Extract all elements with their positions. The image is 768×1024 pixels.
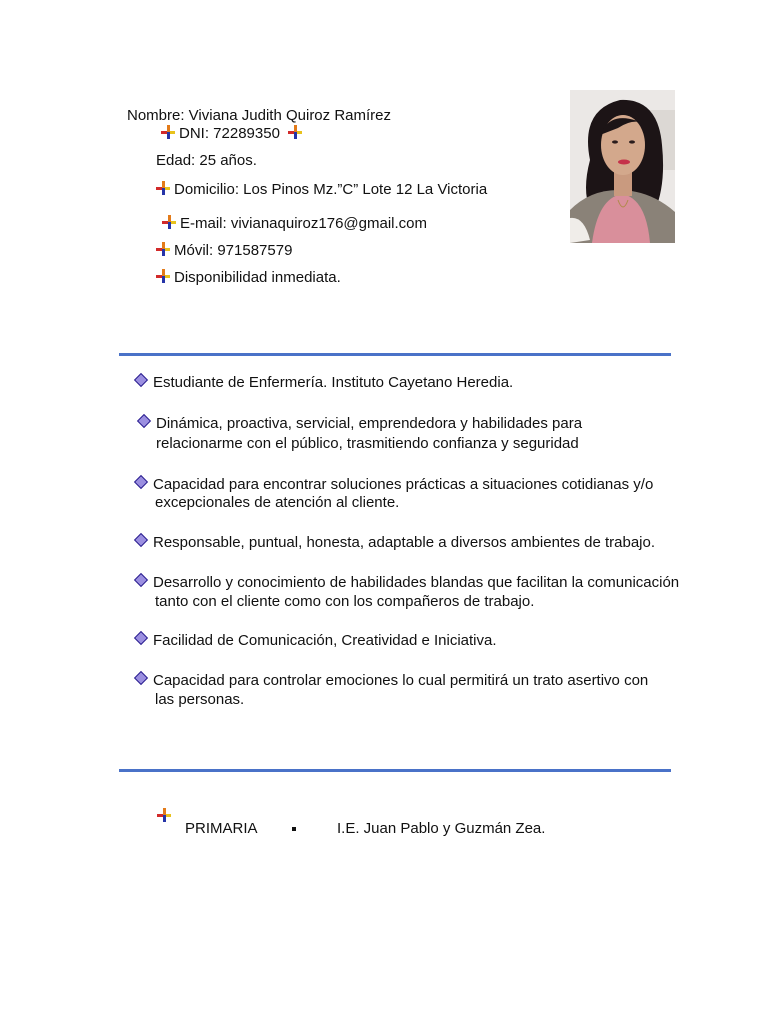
section-divider <box>119 769 671 772</box>
separator-dot-icon <box>292 827 296 831</box>
education-bullet <box>157 808 175 826</box>
profile-item <box>134 476 653 494</box>
diamond-bullet-icon <box>137 414 151 428</box>
education-level <box>185 820 258 838</box>
name-text: Nombre: Viviana Judith Quiroz Ramírez <box>127 107 391 124</box>
diamond-bullet-icon <box>134 533 148 547</box>
profile-photo <box>570 90 675 243</box>
profile-item-continuation <box>155 593 534 611</box>
cross-bullet-icon <box>161 125 175 139</box>
availability-text: Disponibilidad inmediata. <box>174 269 341 286</box>
cross-bullet-icon <box>156 269 170 283</box>
profile-item <box>134 672 648 690</box>
phone-text: Móvil: 971587579 <box>174 242 293 259</box>
profile-item <box>134 534 655 552</box>
education-school-text: I.E. Juan Pablo y Guzmán Zea. <box>337 820 546 837</box>
profile-item-text: Dinámica, proactiva, servicial, emprendedora y habilidades para <box>156 415 583 432</box>
email-line <box>162 215 427 233</box>
profile-item <box>134 574 679 592</box>
profile-item-text: Desarrollo y conocimiento de habilidades blandas que facilitan la comunicación <box>153 574 680 591</box>
profile-item-text: tanto con el cliente como con los compañeros de trabajo. <box>155 593 535 610</box>
diamond-bullet-icon <box>134 631 148 645</box>
address-text: Domicilio: Los Pinos Mz.”C” Lote 12 La Victoria <box>174 181 488 198</box>
diamond-bullet-icon <box>134 373 148 387</box>
profile-item-text: Capacidad para encontrar soluciones prácticas a situaciones cotidianas y/o <box>153 476 654 493</box>
address-line <box>156 181 487 199</box>
age-text: Edad: 25 años. <box>156 152 257 169</box>
phone-line <box>156 242 292 260</box>
diamond-bullet-icon <box>134 573 148 587</box>
profile-item-text: Capacidad para controlar emociones lo cual permitirá un trato asertivo con <box>153 672 649 689</box>
profile-item-continuation <box>155 494 399 512</box>
name-line <box>127 107 391 125</box>
profile-item-continuation <box>155 691 244 709</box>
diamond-bullet-icon <box>134 671 148 685</box>
education-school <box>337 820 545 838</box>
profile-item-text: Estudiante de Enfermería. Instituto Cayetano Heredia. <box>153 374 514 391</box>
diamond-bullet-icon <box>134 475 148 489</box>
cross-bullet-icon <box>157 808 171 822</box>
section-divider <box>119 353 671 356</box>
profile-item-text: las personas. <box>155 691 245 708</box>
email-text: E-mail: vivianaquiroz176@gmail.com <box>180 215 427 232</box>
age-line <box>156 152 257 170</box>
education-level-text: PRIMARIA <box>185 820 258 837</box>
cross-bullet-icon <box>288 125 302 139</box>
availability-line <box>156 269 341 287</box>
profile-item <box>137 415 657 433</box>
profile-item-text: Responsable, puntual, honesta, adaptable a diversos ambientes de trabajo. <box>153 534 656 551</box>
profile-item <box>134 374 513 392</box>
profile-item-text: excepcionales de atención al cliente. <box>155 494 400 511</box>
dni-line <box>161 125 306 143</box>
profile-item <box>134 632 497 650</box>
profile-item-text: Facilidad de Comunicación, Creatividad e Iniciativa. <box>153 632 497 649</box>
dni-text: DNI: 72289350 <box>179 125 280 142</box>
cross-bullet-icon <box>156 181 170 195</box>
profile-item-text: relacionarme con el público, trasmitiendo confianza y seguridad <box>156 435 579 452</box>
cross-bullet-icon <box>162 215 176 229</box>
cross-bullet-icon <box>156 242 170 256</box>
profile-item-continuation <box>156 435 579 453</box>
